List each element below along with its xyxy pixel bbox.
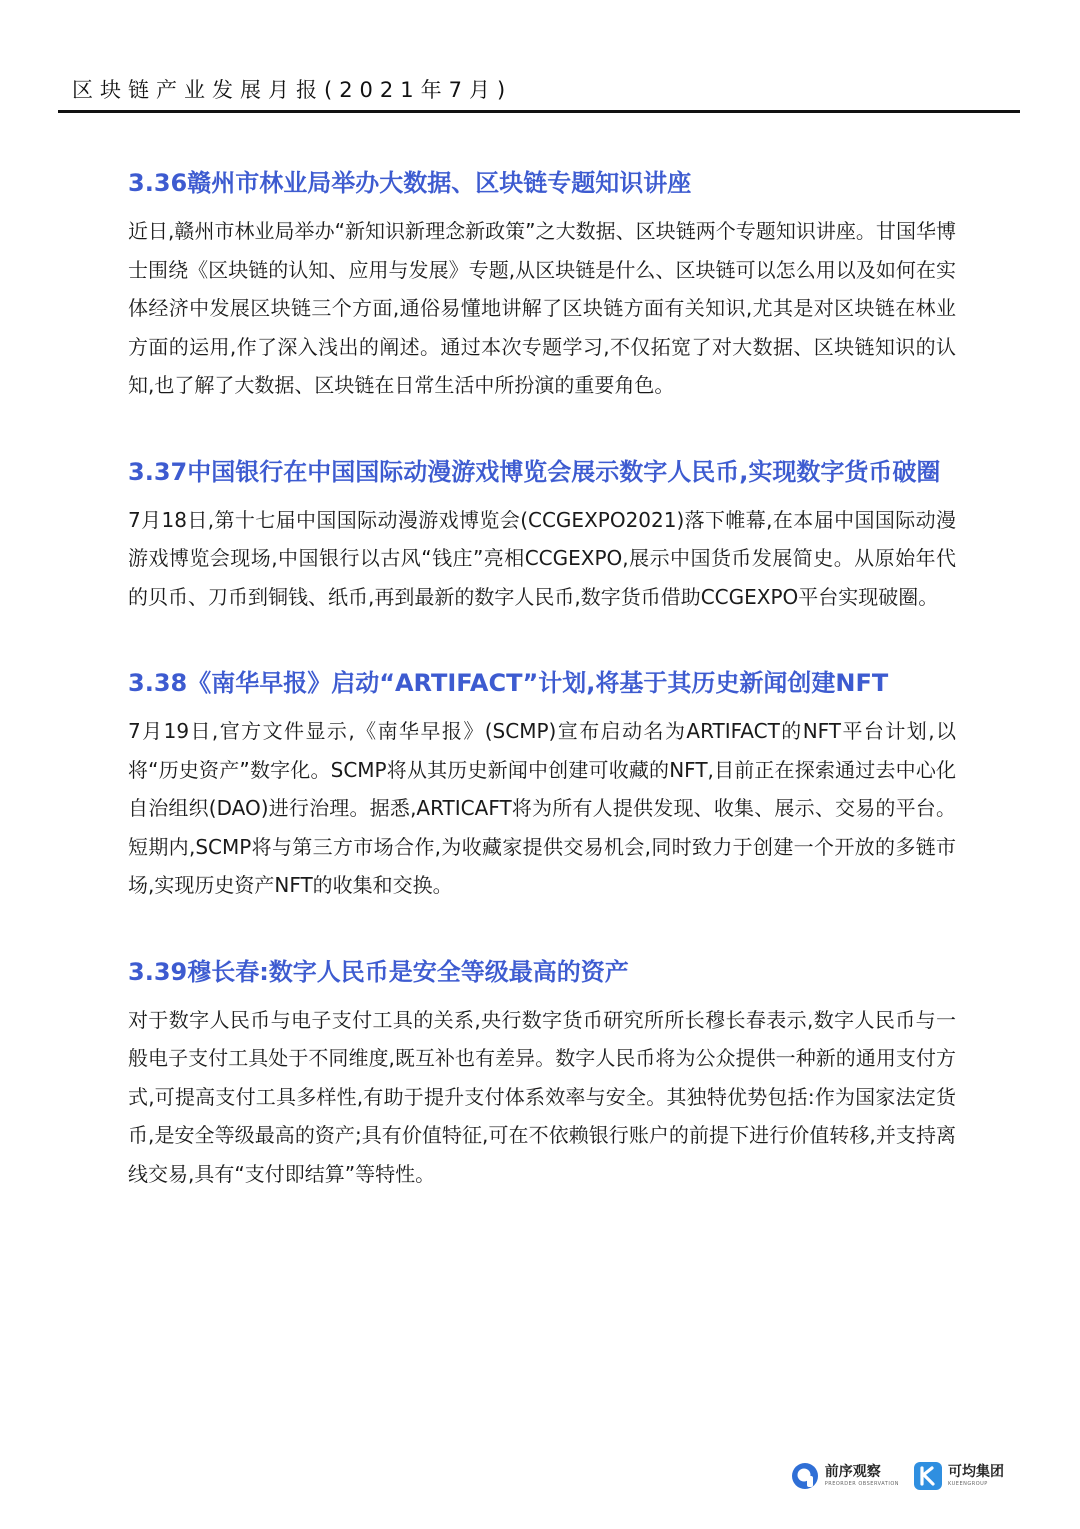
- kueen-group-logo: [913, 1461, 1004, 1491]
- brand-name: 可均集团: [948, 1464, 1004, 1480]
- section-title: 3.36赣州市林业局举办大数据、区块链专题知识讲座: [128, 169, 692, 197]
- section-title: 3.38《南华早报》启动“ARTIFACT”计划,将基于其历史新闻创建NFT: [128, 669, 889, 697]
- report-title: 区块链产业发展月报(2021年7月): [72, 78, 513, 102]
- section-3-37: [128, 449, 956, 617]
- preorder-logo-icon: [790, 1461, 820, 1491]
- kueen-logo-icon: [913, 1461, 943, 1491]
- section-title: 3.39穆长春:数字人民币是安全等级最高的资产: [128, 957, 629, 986]
- brand-name: 前序观察: [824, 1464, 881, 1480]
- section-body: 近日,赣州市林业局举办“新知识新理念新政策”之大数据、区块链两个专题知识讲座。甘国华博士围绕《区块链的认知、应用与发展》专题,从区块链是什么、区块链可以怎么用以及如何在实体经济中发展区块链三个方面,通俗易懂地讲解了区块链方面有关知识,尤其是对区块链在林业方面的运用,作了深入浅出的阐述。通过本次专题学习,不仅拓宽了对大数据、区块链知识的认知,也了解了大数据、区块链在日常生活中所扮演的重要角色。: [128, 219, 956, 397]
- section-3-39: [128, 949, 956, 1194]
- preorder-observation-logo: [790, 1461, 899, 1491]
- section-title: 3.37中国银行在中国国际动漫游戏博览会展示数字人民币,实现数字货币破圈: [128, 457, 941, 486]
- main-content: [128, 160, 956, 1237]
- section-body: 7月18日,第十七届中国国际动漫游戏博览会(CCGEXPO2021)落下帷幕,在本届中国国际动漫游戏博览会现场,中国银行以古风“钱庄”亮相CCGEXPO,展示中国货币发展简史。从原始年代的贝币、刀币到铜钱、纸币,再到最新的数字人民币,数字货币借助CCGEXPO平台实现破圈。: [128, 507, 956, 609]
- section-3-38: [128, 660, 956, 905]
- brand-subtitle: KUEENGROUP: [948, 1481, 988, 1487]
- header-divider: [58, 110, 1020, 113]
- brand-subtitle: PREORDER OBSERVATION: [824, 1481, 899, 1487]
- section-3-36: [128, 160, 956, 405]
- section-body: 对于数字人民币与电子支付工具的关系,央行数字货币研究所所长穆长春表示,数字人民币与一般电子支付工具处于不同维度,既互补也有差异。数字人民币将为公众提供一种新的通用支付方式,可提高支付工具多样性,有助于提升支付体系效率与安全。其独特优势包括:作为国家法定货币,是安全等级最高的资产;具有价值特征,可在不依赖银行账户的前提下进行价值转移,并支持离线交易,具有“支付即结算”等特性。: [128, 1007, 956, 1186]
- section-body: 7月19日,官方文件显示,《南华早报》(SCMP)宣布启动名为ARTIFACT的NFT平台计划,以将“历史资产”数字化。SCMP将从其历史新闻中创建可收藏的NFT,目前正在探索通过去中心化自治组织(DAO)进行治理。据悉,ARTICAFT将为所有人提供发现、收集、展示、交易的平台。短期内,SCMP将与第三方市场合作,为收藏家提供交易机会,同时致力于创建一个开放的多链市场,实现历史资产NFT的收集和交换。: [128, 719, 956, 897]
- footer-logos: [790, 1456, 1004, 1496]
